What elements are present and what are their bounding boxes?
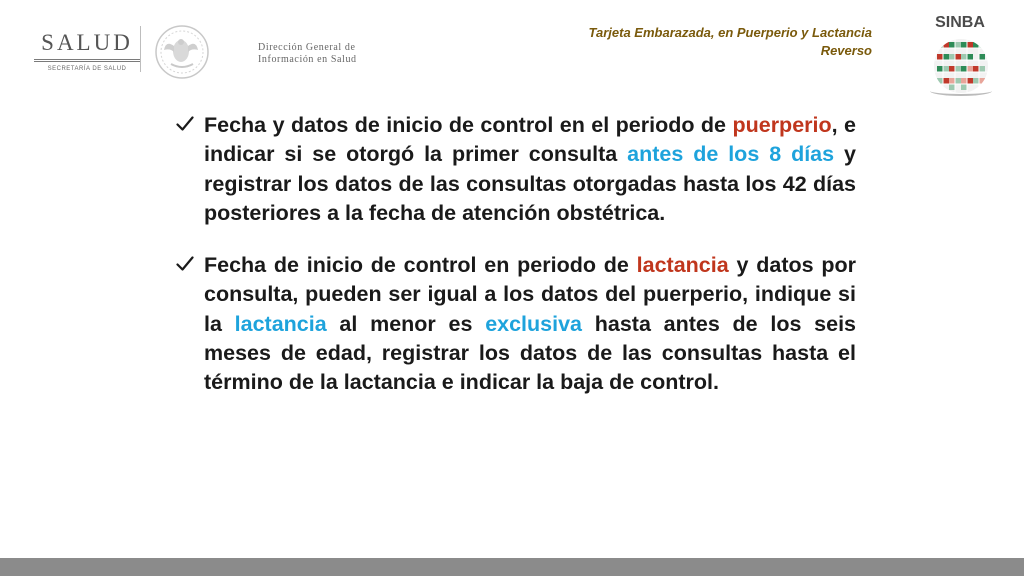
- department-name-line2: Información en Salud: [258, 54, 357, 65]
- instruction-bullet: [176, 251, 856, 397]
- bullet-text-segment: , e indicar si se otorgó la primer consulta: [204, 113, 857, 167]
- bullet-text: [204, 251, 856, 397]
- salud-logo: [28, 30, 146, 76]
- instruction-bullet-list: [176, 111, 856, 421]
- bullet-text-segment: al menor es: [326, 311, 486, 336]
- bullet-text-segment: exclusiva: [485, 311, 583, 336]
- instruction-bullet: [176, 111, 856, 228]
- bullet-text-segment: Fecha y datos de inicio de control en el periodo de: [204, 113, 733, 137]
- bullet-text-segment: y datos por consulta, pueden ser igual a los datos del puerperio, indique si la: [204, 253, 856, 336]
- footer-bar: [0, 558, 1024, 576]
- department-name-line1: Dirección General de: [258, 42, 356, 53]
- bullet-text-segment: lactancia: [234, 311, 327, 336]
- salud-logo-rule: [34, 59, 140, 60]
- bullet-text: [204, 111, 856, 228]
- salud-logo-word: SALUD: [41, 30, 133, 55]
- bullet-text-segment: antes de los 8 días: [627, 142, 835, 167]
- bullet-text-segment: Fecha de inicio de control en periodo de: [204, 253, 637, 278]
- card-title-line2: Reverso: [820, 43, 872, 58]
- salud-logo-subtitle: SECRETARÍA DE SALUD: [47, 66, 127, 72]
- bullet-text-segment: y registrar los datos de las consultas otorgadas hasta los 42 días posteriores a la fecha de atención obstétrica.: [204, 142, 856, 225]
- mexican-eagle-seal-icon: [154, 24, 210, 80]
- salud-logo-rule: [34, 61, 140, 62]
- checkmark-icon: [176, 116, 194, 132]
- bullet-text-segment: lactancia: [636, 253, 729, 278]
- header-divider: [140, 26, 141, 72]
- sinba-logo-word: SINBA: [935, 14, 985, 31]
- sinba-swoosh: [930, 86, 992, 96]
- card-title: [589, 24, 872, 60]
- card-title-line1: Tarjeta Embarazada, en Puerperio y Lactancia: [588, 25, 872, 40]
- bullet-text-segment: puerperio: [732, 113, 832, 137]
- department-name: [258, 42, 357, 66]
- bullet-text-segment: hasta antes de los seis meses de edad, registrar los datos de las consultas hasta el término de la lactancia e indicar la baja de control.: [204, 311, 856, 395]
- checkmark-icon: [176, 256, 194, 272]
